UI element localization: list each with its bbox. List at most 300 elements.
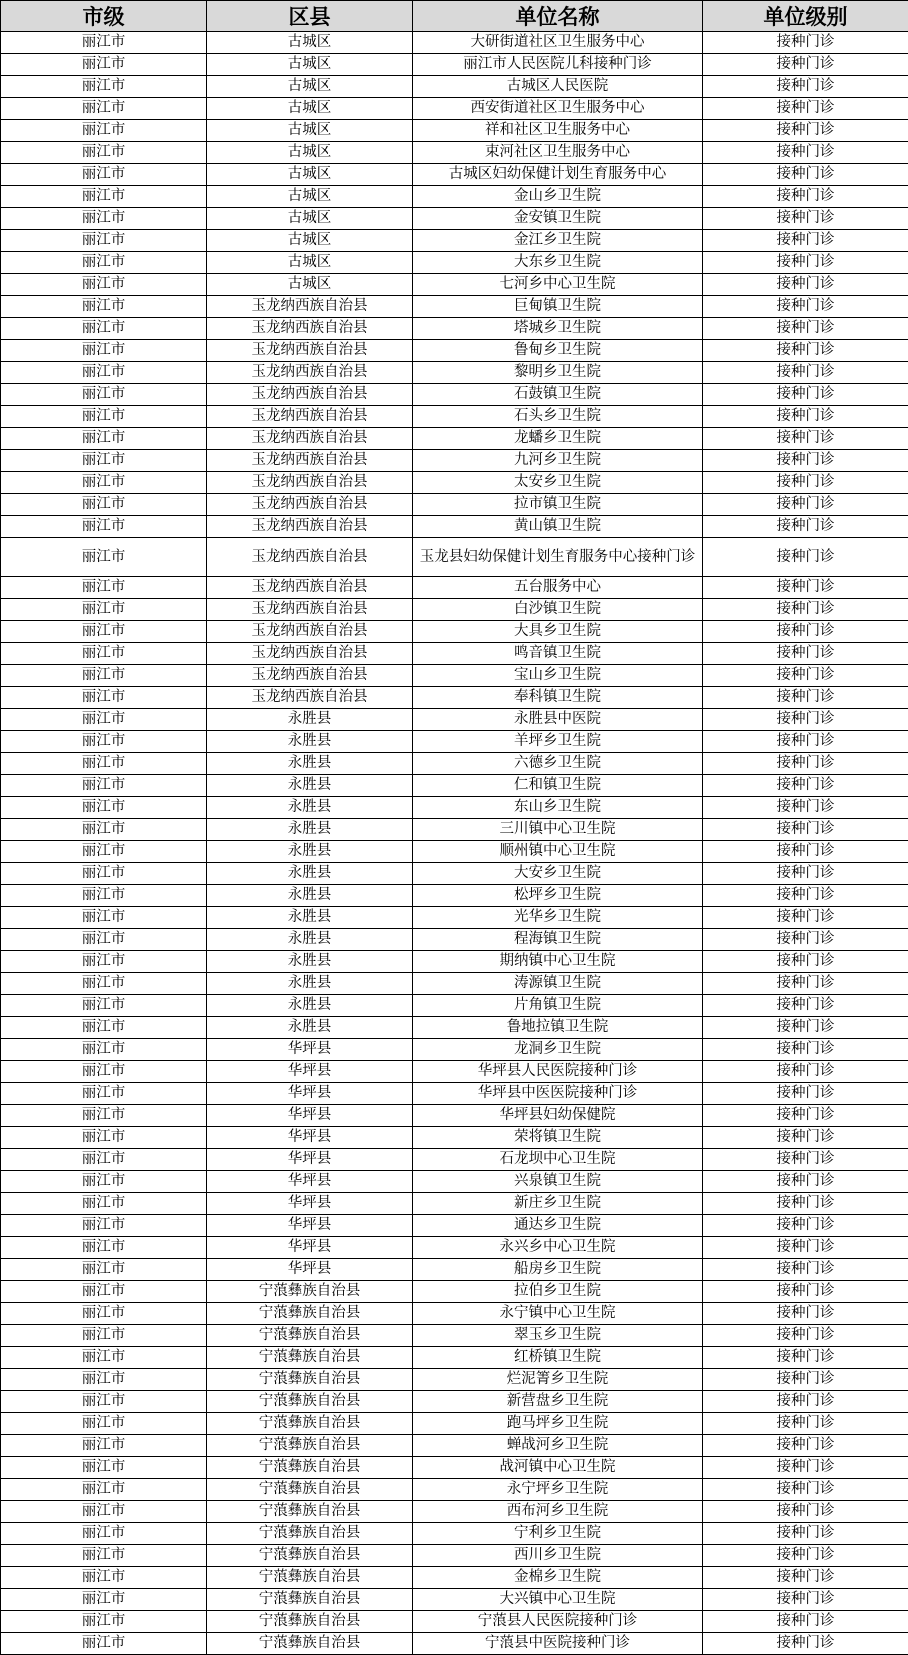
cell-city: 丽江市: [1, 252, 207, 274]
cell-unit-level: 接种门诊: [703, 296, 908, 318]
cell-county: 华坪县: [207, 1193, 413, 1215]
cell-unit-level: 接种门诊: [703, 885, 908, 907]
table-row: [1, 731, 908, 753]
cell-unit-name: 白沙镇卫生院: [413, 599, 703, 621]
cell-city: 丽江市: [1, 1611, 207, 1633]
cell-county: 永胜县: [207, 863, 413, 885]
cell-city: 丽江市: [1, 709, 207, 731]
cell-county: 永胜县: [207, 731, 413, 753]
table-row: [1, 753, 908, 775]
cell-county: 玉龙纳西族自治县: [207, 472, 413, 494]
table-row: [1, 76, 908, 98]
cell-unit-name: 华坪县中医医院接种门诊: [413, 1083, 703, 1105]
cell-unit-name: 龙蟠乡卫生院: [413, 428, 703, 450]
cell-unit-name: 程海镇卫生院: [413, 929, 703, 951]
table-row: [1, 98, 908, 120]
cell-unit-name: 丽江市人民医院儿科接种门诊: [413, 54, 703, 76]
cell-unit-name: 金江乡卫生院: [413, 230, 703, 252]
cell-unit-level: 接种门诊: [703, 841, 908, 863]
cell-unit-level: 接种门诊: [703, 1039, 908, 1061]
cell-city: 丽江市: [1, 1457, 207, 1479]
cell-city: 丽江市: [1, 318, 207, 340]
table-row: [1, 318, 908, 340]
cell-city: 丽江市: [1, 362, 207, 384]
cell-unit-name: 束河社区卫生服务中心: [413, 142, 703, 164]
cell-unit-name: 新庄乡卫生院: [413, 1193, 703, 1215]
cell-county: 玉龙纳西族自治县: [207, 538, 413, 577]
table-row: [1, 142, 908, 164]
cell-unit-level: 接种门诊: [703, 1237, 908, 1259]
cell-city: 丽江市: [1, 1237, 207, 1259]
cell-unit-level: 接种门诊: [703, 1105, 908, 1127]
cell-unit-name: 西安街道社区卫生服务中心: [413, 98, 703, 120]
cell-county: 古城区: [207, 76, 413, 98]
table-row: [1, 186, 908, 208]
cell-city: 丽江市: [1, 1303, 207, 1325]
cell-unit-name: 新营盘乡卫生院: [413, 1391, 703, 1413]
cell-city: 丽江市: [1, 951, 207, 973]
cell-unit-level: 接种门诊: [703, 1435, 908, 1457]
cell-unit-name: 祥和社区卫生服务中心: [413, 120, 703, 142]
table-row: [1, 472, 908, 494]
cell-city: 丽江市: [1, 76, 207, 98]
table-row: [1, 1171, 908, 1193]
table-row: [1, 252, 908, 274]
cell-city: 丽江市: [1, 1017, 207, 1039]
cell-unit-level: 接种门诊: [703, 54, 908, 76]
cell-city: 丽江市: [1, 863, 207, 885]
cell-unit-name: 羊坪乡卫生院: [413, 731, 703, 753]
cell-county: 永胜县: [207, 951, 413, 973]
table-row: [1, 709, 908, 731]
table-row: [1, 841, 908, 863]
cell-unit-name: 期纳镇中心卫生院: [413, 951, 703, 973]
cell-unit-name: 拉市镇卫生院: [413, 494, 703, 516]
cell-city: 丽江市: [1, 1567, 207, 1589]
cell-county: 古城区: [207, 164, 413, 186]
table-row: [1, 863, 908, 885]
cell-county: 玉龙纳西族自治县: [207, 340, 413, 362]
cell-city: 丽江市: [1, 973, 207, 995]
cell-unit-level: 接种门诊: [703, 1633, 908, 1655]
cell-unit-level: 接种门诊: [703, 1215, 908, 1237]
cell-county: 宁蒗彝族自治县: [207, 1545, 413, 1567]
cell-unit-level: 接种门诊: [703, 1501, 908, 1523]
table-row: [1, 1435, 908, 1457]
cell-unit-name: 兴泉镇卫生院: [413, 1171, 703, 1193]
cell-unit-level: 接种门诊: [703, 1193, 908, 1215]
cell-city: 丽江市: [1, 841, 207, 863]
cell-county: 宁蒗彝族自治县: [207, 1567, 413, 1589]
table-row: [1, 1105, 908, 1127]
cell-city: 丽江市: [1, 775, 207, 797]
cell-city: 丽江市: [1, 1435, 207, 1457]
cell-county: 永胜县: [207, 907, 413, 929]
cell-city: 丽江市: [1, 1501, 207, 1523]
cell-unit-name: 宁利乡卫生院: [413, 1523, 703, 1545]
cell-county: 古城区: [207, 120, 413, 142]
cell-city: 丽江市: [1, 142, 207, 164]
cell-city: 丽江市: [1, 885, 207, 907]
cell-city: 丽江市: [1, 164, 207, 186]
cell-county: 玉龙纳西族自治县: [207, 494, 413, 516]
cell-county: 永胜县: [207, 797, 413, 819]
table-row: [1, 1545, 908, 1567]
cell-unit-level: 接种门诊: [703, 797, 908, 819]
cell-city: 丽江市: [1, 406, 207, 428]
cell-unit-level: 接种门诊: [703, 775, 908, 797]
cell-city: 丽江市: [1, 1347, 207, 1369]
cell-unit-level: 接种门诊: [703, 929, 908, 951]
cell-city: 丽江市: [1, 1413, 207, 1435]
cell-city: 丽江市: [1, 538, 207, 577]
cell-unit-level: 接种门诊: [703, 1303, 908, 1325]
cell-county: 宁蒗彝族自治县: [207, 1369, 413, 1391]
table-row: [1, 296, 908, 318]
table-row: [1, 340, 908, 362]
cell-unit-name: 黄山镇卫生院: [413, 516, 703, 538]
cell-unit-name: 红桥镇卫生院: [413, 1347, 703, 1369]
cell-unit-name: 石头乡卫生院: [413, 406, 703, 428]
cell-unit-level: 接种门诊: [703, 384, 908, 406]
cell-county: 永胜县: [207, 709, 413, 731]
cell-city: 丽江市: [1, 450, 207, 472]
cell-unit-name: 宁蒗县人民医院接种门诊: [413, 1611, 703, 1633]
cell-city: 丽江市: [1, 1281, 207, 1303]
cell-city: 丽江市: [1, 472, 207, 494]
cell-unit-level: 接种门诊: [703, 1325, 908, 1347]
cell-county: 玉龙纳西族自治县: [207, 599, 413, 621]
table-row: [1, 1039, 908, 1061]
cell-unit-name: 鲁甸乡卫生院: [413, 340, 703, 362]
cell-county: 古城区: [207, 274, 413, 296]
cell-city: 丽江市: [1, 1149, 207, 1171]
cell-unit-name: 拉伯乡卫生院: [413, 1281, 703, 1303]
cell-city: 丽江市: [1, 516, 207, 538]
header-city: 市级: [1, 1, 207, 32]
cell-county: 玉龙纳西族自治县: [207, 428, 413, 450]
cell-unit-level: 接种门诊: [703, 274, 908, 296]
table-row: [1, 643, 908, 665]
cell-unit-name: 金安镇卫生院: [413, 208, 703, 230]
cell-county: 永胜县: [207, 1017, 413, 1039]
cell-unit-name: 船房乡卫生院: [413, 1259, 703, 1281]
table-row: [1, 494, 908, 516]
header-county: 区县: [207, 1, 413, 32]
table-row: [1, 208, 908, 230]
cell-unit-name: 烂泥箐乡卫生院: [413, 1369, 703, 1391]
cell-city: 丽江市: [1, 384, 207, 406]
cell-city: 丽江市: [1, 186, 207, 208]
table-row: [1, 1457, 908, 1479]
cell-county: 古城区: [207, 186, 413, 208]
cell-city: 丽江市: [1, 1325, 207, 1347]
cell-unit-name: 华坪县妇幼保健院: [413, 1105, 703, 1127]
cell-unit-name: 跑马坪乡卫生院: [413, 1413, 703, 1435]
table-row: [1, 1193, 908, 1215]
header-row: [1, 1, 908, 32]
cell-unit-level: 接种门诊: [703, 709, 908, 731]
cell-unit-level: 接种门诊: [703, 1589, 908, 1611]
table-row: [1, 665, 908, 687]
cell-unit-level: 接种门诊: [703, 318, 908, 340]
cell-unit-name: 黎明乡卫生院: [413, 362, 703, 384]
table-row: [1, 1633, 908, 1655]
table-row: [1, 929, 908, 951]
header-unit-name: 单位名称: [413, 1, 703, 32]
cell-unit-level: 接种门诊: [703, 599, 908, 621]
cell-county: 玉龙纳西族自治县: [207, 643, 413, 665]
table-row: [1, 428, 908, 450]
cell-city: 丽江市: [1, 1369, 207, 1391]
table-row: [1, 819, 908, 841]
table-row: [1, 1369, 908, 1391]
table-row: [1, 1347, 908, 1369]
cell-county: 玉龙纳西族自治县: [207, 577, 413, 599]
table-row: [1, 973, 908, 995]
cell-city: 丽江市: [1, 995, 207, 1017]
table-row: [1, 1501, 908, 1523]
cell-unit-name: 松坪乡卫生院: [413, 885, 703, 907]
cell-city: 丽江市: [1, 494, 207, 516]
cell-county: 永胜县: [207, 995, 413, 1017]
cell-county: 华坪县: [207, 1061, 413, 1083]
cell-county: 宁蒗彝族自治县: [207, 1633, 413, 1655]
table-row: [1, 362, 908, 384]
table-row: [1, 1391, 908, 1413]
cell-unit-name: 涛源镇卫生院: [413, 973, 703, 995]
cell-city: 丽江市: [1, 98, 207, 120]
cell-unit-name: 大兴镇中心卫生院: [413, 1589, 703, 1611]
cell-county: 玉龙纳西族自治县: [207, 687, 413, 709]
table-row: [1, 1479, 908, 1501]
cell-unit-name: 五台服务中心: [413, 577, 703, 599]
cell-unit-level: 接种门诊: [703, 1061, 908, 1083]
table-row: [1, 1083, 908, 1105]
cell-city: 丽江市: [1, 929, 207, 951]
cell-county: 永胜县: [207, 753, 413, 775]
cell-county: 玉龙纳西族自治县: [207, 384, 413, 406]
cell-county: 古城区: [207, 98, 413, 120]
cell-unit-name: 鲁地拉镇卫生院: [413, 1017, 703, 1039]
table-body: [1, 32, 908, 1655]
cell-city: 丽江市: [1, 687, 207, 709]
cell-unit-name: 塔城乡卫生院: [413, 318, 703, 340]
cell-unit-name: 光华乡卫生院: [413, 907, 703, 929]
cell-city: 丽江市: [1, 643, 207, 665]
cell-unit-name: 古城区人民医院: [413, 76, 703, 98]
table-row: [1, 951, 908, 973]
cell-city: 丽江市: [1, 1105, 207, 1127]
cell-unit-level: 接种门诊: [703, 208, 908, 230]
cell-unit-level: 接种门诊: [703, 1611, 908, 1633]
cell-unit-level: 接种门诊: [703, 621, 908, 643]
cell-city: 丽江市: [1, 340, 207, 362]
cell-city: 丽江市: [1, 1215, 207, 1237]
cell-county: 玉龙纳西族自治县: [207, 318, 413, 340]
cell-unit-name: 金山乡卫生院: [413, 186, 703, 208]
cell-unit-level: 接种门诊: [703, 32, 908, 54]
cell-unit-level: 接种门诊: [703, 731, 908, 753]
cell-county: 宁蒗彝族自治县: [207, 1325, 413, 1347]
cell-unit-name: 九河乡卫生院: [413, 450, 703, 472]
cell-unit-level: 接种门诊: [703, 1017, 908, 1039]
cell-city: 丽江市: [1, 1171, 207, 1193]
table-row: [1, 907, 908, 929]
cell-county: 华坪县: [207, 1039, 413, 1061]
cell-unit-name: 顺州镇中心卫生院: [413, 841, 703, 863]
cell-county: 华坪县: [207, 1259, 413, 1281]
table-row: [1, 1611, 908, 1633]
cell-unit-level: 接种门诊: [703, 665, 908, 687]
cell-county: 华坪县: [207, 1127, 413, 1149]
cell-county: 永胜县: [207, 819, 413, 841]
cell-county: 宁蒗彝族自治县: [207, 1589, 413, 1611]
table-row: [1, 995, 908, 1017]
cell-city: 丽江市: [1, 599, 207, 621]
table-row: [1, 32, 908, 54]
cell-unit-name: 宝山乡卫生院: [413, 665, 703, 687]
cell-county: 古城区: [207, 32, 413, 54]
table-row: [1, 1127, 908, 1149]
cell-county: 宁蒗彝族自治县: [207, 1413, 413, 1435]
cell-unit-name: 太安乡卫生院: [413, 472, 703, 494]
cell-unit-level: 接种门诊: [703, 186, 908, 208]
cell-unit-level: 接种门诊: [703, 1413, 908, 1435]
cell-unit-level: 接种门诊: [703, 362, 908, 384]
cell-city: 丽江市: [1, 1039, 207, 1061]
cell-unit-level: 接种门诊: [703, 1149, 908, 1171]
cell-county: 玉龙纳西族自治县: [207, 296, 413, 318]
table-row: [1, 120, 908, 142]
table-row: [1, 797, 908, 819]
table-row: [1, 599, 908, 621]
cell-unit-level: 接种门诊: [703, 973, 908, 995]
cell-unit-name: 三川镇中心卫生院: [413, 819, 703, 841]
cell-unit-name: 永宁镇中心卫生院: [413, 1303, 703, 1325]
cell-county: 古城区: [207, 54, 413, 76]
cell-unit-level: 接种门诊: [703, 1479, 908, 1501]
cell-unit-level: 接种门诊: [703, 494, 908, 516]
cell-unit-name: 西布河乡卫生院: [413, 1501, 703, 1523]
cell-city: 丽江市: [1, 577, 207, 599]
cell-county: 古城区: [207, 230, 413, 252]
cell-county: 宁蒗彝族自治县: [207, 1391, 413, 1413]
table-row: [1, 450, 908, 472]
cell-city: 丽江市: [1, 797, 207, 819]
cell-county: 宁蒗彝族自治县: [207, 1347, 413, 1369]
cell-unit-level: 接种门诊: [703, 450, 908, 472]
table-row: [1, 1215, 908, 1237]
table-row: [1, 406, 908, 428]
cell-unit-name: 七河乡中心卫生院: [413, 274, 703, 296]
cell-unit-level: 接种门诊: [703, 516, 908, 538]
cell-city: 丽江市: [1, 1259, 207, 1281]
cell-city: 丽江市: [1, 621, 207, 643]
cell-county: 永胜县: [207, 775, 413, 797]
cell-county: 玉龙纳西族自治县: [207, 621, 413, 643]
cell-unit-level: 接种门诊: [703, 340, 908, 362]
table-row: [1, 1281, 908, 1303]
cell-unit-level: 接种门诊: [703, 98, 908, 120]
cell-county: 华坪县: [207, 1171, 413, 1193]
cell-unit-name: 蝉战河乡卫生院: [413, 1435, 703, 1457]
cell-unit-name: 东山乡卫生院: [413, 797, 703, 819]
cell-unit-level: 接种门诊: [703, 230, 908, 252]
cell-city: 丽江市: [1, 296, 207, 318]
cell-unit-level: 接种门诊: [703, 1523, 908, 1545]
table-row: [1, 164, 908, 186]
cell-county: 宁蒗彝族自治县: [207, 1479, 413, 1501]
cell-unit-name: 大安乡卫生院: [413, 863, 703, 885]
cell-county: 宁蒗彝族自治县: [207, 1457, 413, 1479]
cell-unit-level: 接种门诊: [703, 753, 908, 775]
cell-county: 玉龙纳西族自治县: [207, 665, 413, 687]
cell-unit-name: 永胜县中医院: [413, 709, 703, 731]
cell-city: 丽江市: [1, 32, 207, 54]
table-row: [1, 516, 908, 538]
table-row: [1, 1413, 908, 1435]
table-row: [1, 1017, 908, 1039]
cell-unit-name: 永兴乡中心卫生院: [413, 1237, 703, 1259]
cell-unit-level: 接种门诊: [703, 643, 908, 665]
cell-unit-name: 奉科镇卫生院: [413, 687, 703, 709]
cell-unit-name: 西川乡卫生院: [413, 1545, 703, 1567]
cell-unit-name: 永宁坪乡卫生院: [413, 1479, 703, 1501]
header-unit-level: 单位级别: [703, 1, 908, 32]
cell-county: 永胜县: [207, 885, 413, 907]
cell-unit-level: 接种门诊: [703, 1567, 908, 1589]
cell-unit-name: 片角镇卫生院: [413, 995, 703, 1017]
table-row: [1, 1589, 908, 1611]
cell-city: 丽江市: [1, 819, 207, 841]
cell-county: 华坪县: [207, 1105, 413, 1127]
table-row: [1, 1237, 908, 1259]
table-row: [1, 1325, 908, 1347]
cell-unit-level: 接种门诊: [703, 252, 908, 274]
cell-unit-level: 接种门诊: [703, 995, 908, 1017]
cell-county: 华坪县: [207, 1149, 413, 1171]
cell-unit-level: 接种门诊: [703, 819, 908, 841]
cell-city: 丽江市: [1, 1193, 207, 1215]
table-row: [1, 885, 908, 907]
cell-unit-level: 接种门诊: [703, 863, 908, 885]
cell-county: 宁蒗彝族自治县: [207, 1435, 413, 1457]
cell-city: 丽江市: [1, 1061, 207, 1083]
cell-unit-level: 接种门诊: [703, 951, 908, 973]
cell-unit-level: 接种门诊: [703, 1083, 908, 1105]
cell-county: 宁蒗彝族自治县: [207, 1611, 413, 1633]
cell-unit-level: 接种门诊: [703, 1369, 908, 1391]
cell-unit-level: 接种门诊: [703, 1259, 908, 1281]
cell-unit-name: 大研街道社区卫生服务中心: [413, 32, 703, 54]
cell-unit-level: 接种门诊: [703, 1281, 908, 1303]
cell-unit-name: 战河镇中心卫生院: [413, 1457, 703, 1479]
cell-city: 丽江市: [1, 1633, 207, 1655]
cell-unit-name: 荣将镇卫生院: [413, 1127, 703, 1149]
cell-city: 丽江市: [1, 1127, 207, 1149]
cell-unit-name: 宁蒗县中医院接种门诊: [413, 1633, 703, 1655]
table-row: [1, 1523, 908, 1545]
cell-unit-level: 接种门诊: [703, 1391, 908, 1413]
table-row: [1, 1061, 908, 1083]
cell-unit-name: 金棉乡卫生院: [413, 1567, 703, 1589]
cell-county: 玉龙纳西族自治县: [207, 406, 413, 428]
cell-unit-level: 接种门诊: [703, 142, 908, 164]
cell-unit-level: 接种门诊: [703, 1171, 908, 1193]
cell-unit-level: 接种门诊: [703, 577, 908, 599]
cell-unit-level: 接种门诊: [703, 907, 908, 929]
